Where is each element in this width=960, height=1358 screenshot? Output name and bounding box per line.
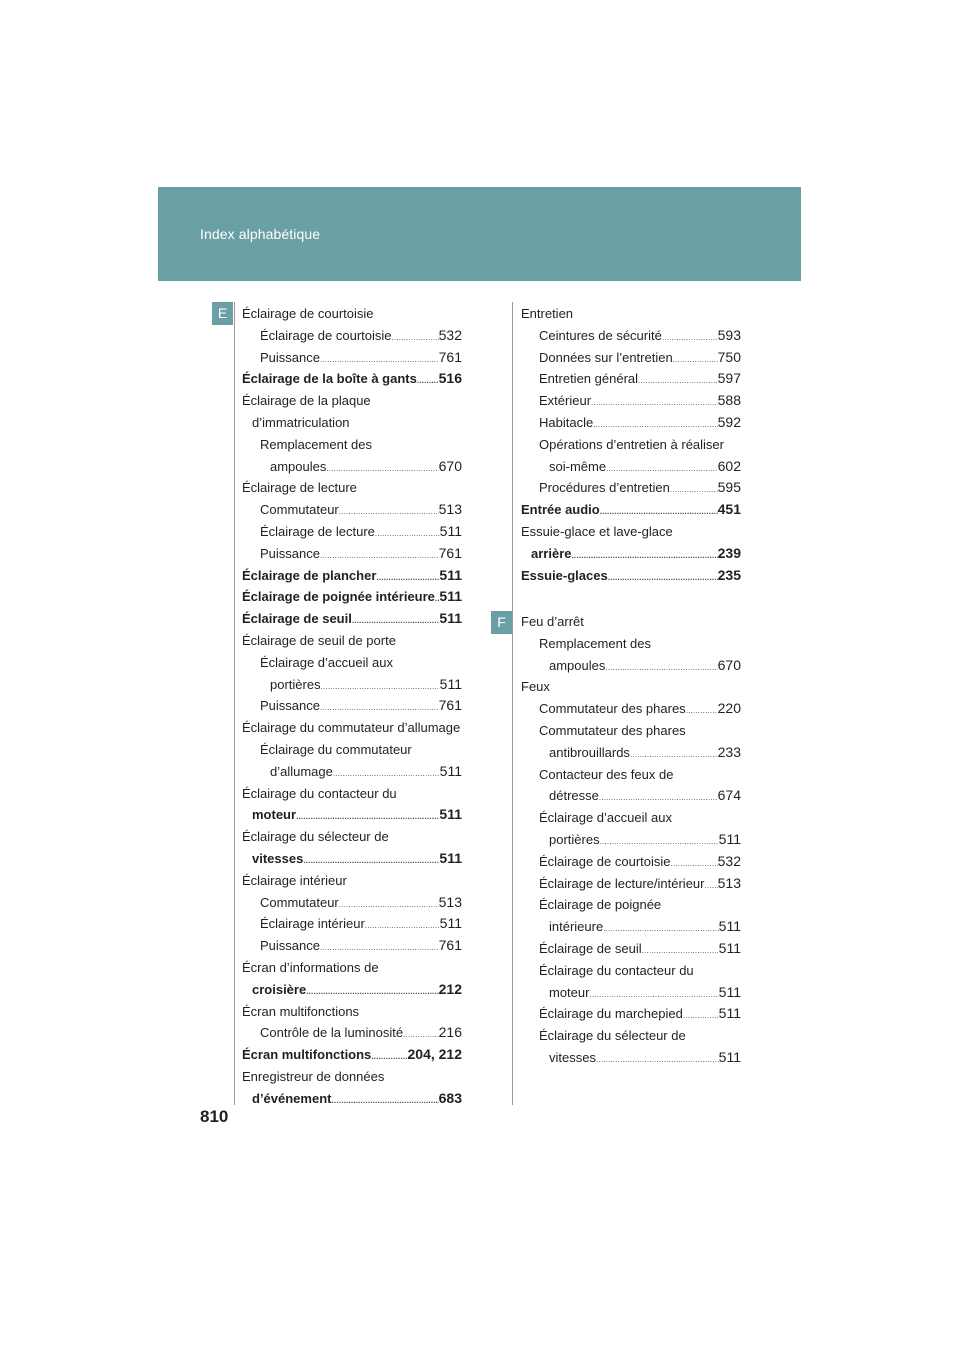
dot-leader [320, 697, 439, 717]
index-entry-term: arrière [531, 545, 572, 561]
index-entry [521, 873, 741, 895]
dot-leader [600, 501, 718, 521]
index-entry [521, 785, 741, 807]
index-entry-term: Éclairage de courtoisie [539, 853, 671, 869]
index-entry [242, 783, 462, 805]
index-entry [242, 1044, 462, 1066]
index-entry [521, 611, 741, 633]
dot-leader [296, 806, 439, 826]
page-number: 810 [200, 1107, 229, 1126]
index-entry-term: Remplacement des [539, 635, 651, 651]
index-entry-page: 588 [717, 392, 741, 409]
index-entry [242, 652, 462, 674]
index-entry [521, 807, 741, 829]
index-entry [242, 979, 462, 1001]
dot-leader [683, 1005, 719, 1025]
index-entry-term: Feux [521, 679, 550, 695]
index-entry [242, 477, 462, 499]
index-entry [521, 1025, 741, 1047]
dot-leader [671, 853, 718, 873]
index-entry-page: 683 [438, 1089, 462, 1106]
index-entry-term: Ceintures de sécurité [539, 327, 662, 343]
index-entry [521, 960, 741, 982]
index-entry [242, 1022, 462, 1044]
index-entry-term: d’allumage [270, 763, 333, 779]
index-entry-page: 511 [439, 610, 462, 627]
index-entry-page: 220 [717, 700, 741, 717]
index-entry [242, 499, 462, 521]
dot-leader [638, 370, 718, 390]
section-tab-e: E [212, 302, 233, 325]
index-entry-term: Éclairage de poignée [539, 897, 662, 913]
index-entry-term: Éclairage de lecture/intérieur [539, 875, 705, 891]
dot-leader [403, 1024, 439, 1044]
dot-leader [339, 501, 439, 521]
index-entry [521, 1047, 741, 1069]
index-entry-page: 239 [717, 544, 741, 561]
index-entry [521, 676, 741, 698]
dot-leader [630, 744, 718, 764]
index-entry-page: 511 [718, 1048, 741, 1065]
index-entry [521, 325, 741, 347]
dot-leader [331, 1090, 438, 1110]
index-entry-term: détresse [549, 788, 599, 804]
index-entry-term: Éclairage intérieur [242, 872, 347, 888]
index-entry-term: Éclairage intérieur [260, 916, 365, 932]
dot-leader [662, 327, 718, 347]
dot-leader [589, 984, 718, 1004]
index-entry-page: 513 [438, 893, 462, 910]
index-entry-page: 761 [438, 697, 462, 714]
index-entry-term: Éclairage de la plaque [242, 393, 371, 409]
index-entry-page: 532 [438, 326, 462, 343]
index-entry [242, 325, 462, 347]
dot-leader [591, 392, 718, 412]
index-entry-term: Entretien [521, 306, 574, 321]
index-entry-page: 212 [438, 980, 462, 997]
index-entry-page: 233 [717, 743, 741, 760]
dot-leader [392, 327, 439, 347]
index-entry-term: Feu d’arrêt [521, 614, 584, 629]
index-entry [242, 913, 462, 935]
index-entry [242, 565, 462, 587]
dot-leader [686, 700, 718, 720]
dot-leader [365, 915, 440, 935]
index-entry [242, 1066, 462, 1088]
dot-leader [704, 875, 717, 895]
index-entry-term: Habitacle [539, 414, 594, 430]
index-entry [242, 1001, 462, 1023]
index-entry-term: Éclairage de plancher [242, 567, 377, 583]
index-entry-term: Opérations d’entretien à réaliser [539, 436, 724, 452]
dot-leader [606, 458, 718, 478]
dot-leader [306, 981, 438, 1001]
index-entry-term: Commutateur des phares [539, 722, 686, 738]
index-entry-page: 761 [438, 348, 462, 365]
index-entry [242, 390, 462, 412]
index-entry-page: 513 [438, 501, 462, 518]
index-entry-term: Éclairage de seuil de porte [242, 632, 396, 648]
index-entry-term: Commutateur des phares [539, 701, 686, 717]
index-entry [521, 1003, 741, 1025]
index-entry-term: Essuie-glace et lave-glace [521, 523, 673, 539]
index-entry-term: Éclairage du sélecteur de [242, 829, 389, 845]
index-entry-term: Éclairage de lecture [260, 523, 375, 539]
index-entry-term: Contacteur des feux de [539, 766, 674, 782]
index-column-right-e [521, 303, 741, 586]
dot-leader [642, 940, 719, 960]
index-entry [242, 608, 462, 630]
index-entry-term: Éclairage du marchepied [539, 1006, 683, 1022]
index-entry-term: Éclairage du contacteur du [539, 962, 694, 978]
index-entry-page: 511 [439, 806, 462, 823]
dot-leader [596, 1049, 719, 1069]
index-entry-term: moteur [252, 807, 297, 823]
index-entry [521, 390, 741, 412]
index-entry-term: Éclairage de la boîte à gants [242, 371, 417, 387]
index-entry [521, 982, 741, 1004]
index-entry-term: Éclairage de lecture [242, 480, 357, 496]
index-entry [521, 938, 741, 960]
index-entry-page: 235 [717, 566, 741, 583]
index-entry-term: Entretien général [539, 371, 639, 387]
index-entry-term: Essuie-glaces [521, 567, 608, 583]
index-entry-page: 511 [439, 588, 462, 605]
dot-leader [673, 349, 718, 369]
index-entry [242, 456, 462, 478]
index-entry-term: soi-même [549, 458, 607, 474]
index-entry-page: 511 [718, 1005, 741, 1022]
index-entry-page: 511 [439, 915, 462, 932]
index-entry-page: 511 [439, 675, 462, 692]
dot-leader [321, 676, 440, 696]
index-entry [242, 870, 462, 892]
index-entry-term: Éclairage du contacteur du [242, 785, 397, 801]
index-entry-page: 595 [717, 479, 741, 496]
index-entry-term: Procédures d’entretien [539, 480, 670, 496]
index-entry-term: croisière [252, 981, 307, 997]
index-entry-term: Écran multifonctions [242, 1047, 372, 1063]
index-entry [521, 543, 741, 565]
index-entry-term: Données sur l’entretien [539, 349, 673, 365]
dot-leader [320, 349, 439, 369]
index-entry [521, 499, 741, 521]
index-entry [242, 717, 462, 739]
index-entry-page: 511 [439, 849, 462, 866]
index-entry-page: 511 [439, 522, 462, 539]
dot-leader [608, 567, 718, 587]
index-entry [242, 347, 462, 369]
index-entry-term: d’événement [252, 1090, 332, 1106]
index-entry-page: 513 [717, 874, 741, 891]
dot-leader [352, 610, 440, 630]
index-entry-term: antibrouillards [549, 744, 630, 760]
dot-leader [371, 1046, 407, 1066]
dot-leader [326, 458, 438, 478]
index-entry-term: Puissance [260, 698, 320, 714]
index-entry-term: Éclairage d’accueil aux [260, 654, 393, 670]
dot-leader [375, 523, 440, 543]
dot-leader [333, 763, 440, 783]
index-entry [521, 521, 741, 543]
index-entry [242, 412, 462, 434]
dot-leader [593, 414, 717, 434]
index-entry-page: 511 [718, 983, 741, 1000]
index-entry [521, 477, 741, 499]
dot-leader [670, 479, 718, 499]
index-entry-term: d’immatriculation [252, 414, 350, 430]
index-entry-page: 204, 212 [407, 1046, 462, 1063]
index-entry [521, 347, 741, 369]
dot-leader [599, 787, 718, 807]
index-entry-term: vitesses [549, 1049, 596, 1065]
index-entry-term: Commutateur [260, 894, 339, 910]
index-entry [242, 739, 462, 761]
index-entry-page: 516 [438, 370, 462, 387]
index-entry [521, 434, 741, 456]
index-entry-term: Éclairage de courtoisie [242, 306, 374, 321]
section-tab-f: F [491, 611, 512, 634]
index-entry-page: 511 [439, 762, 462, 779]
index-entry [521, 565, 741, 587]
dot-leader [417, 370, 439, 390]
index-entry-page: 592 [717, 413, 741, 430]
index-entry-page: 597 [717, 370, 741, 387]
index-entry [242, 674, 462, 696]
dot-leader [600, 831, 719, 851]
index-entry-page: 532 [717, 852, 741, 869]
index-entry [521, 851, 741, 873]
index-entry [242, 1088, 462, 1110]
index-entry [242, 761, 462, 783]
index-entry-page: 670 [717, 656, 741, 673]
dot-leader [376, 567, 439, 587]
index-entry-term: Éclairage de seuil [242, 611, 352, 627]
index-entry [521, 829, 741, 851]
index-entry [242, 957, 462, 979]
index-entry-term: Éclairage du sélecteur de [539, 1028, 686, 1044]
index-entry-term: Écran multifonctions [242, 1003, 360, 1019]
index-entry-term: Extérieur [539, 393, 592, 409]
index-entry-page: 761 [438, 937, 462, 954]
index-entry-page: 761 [438, 544, 462, 561]
dot-leader [320, 545, 439, 565]
index-entry-term: vitesses [252, 850, 304, 866]
page-header-title: Index alphabétique [200, 226, 321, 242]
index-entry [242, 848, 462, 870]
column-divider-left [234, 302, 235, 1105]
index-entry [521, 368, 741, 390]
index-entry-term: Éclairage de seuil [539, 940, 642, 956]
index-entry-page: 674 [717, 787, 741, 804]
index-entry-term: Remplacement des [260, 436, 372, 452]
index-entry [242, 434, 462, 456]
index-entry [242, 521, 462, 543]
index-column-left [242, 303, 462, 1109]
index-entry [521, 894, 741, 916]
index-entry [242, 368, 462, 390]
index-entry-term: portières [549, 831, 600, 847]
index-entry [521, 720, 741, 742]
index-entry [242, 826, 462, 848]
index-entry-term: Éclairage de poignée intérieure [242, 589, 435, 605]
index-entry-page: 670 [438, 457, 462, 474]
index-entry-term: portières [270, 676, 321, 692]
index-entry [242, 303, 462, 325]
index-entry [242, 586, 462, 608]
index-entry [521, 633, 741, 655]
index-entry-term: intérieure [549, 919, 604, 935]
index-entry [521, 412, 741, 434]
index-entry-page: 750 [717, 348, 741, 365]
index-entry-term: Éclairage du commutateur [260, 741, 412, 757]
index-entry [242, 804, 462, 826]
dot-leader [571, 545, 717, 565]
index-entry-term: Puissance [260, 938, 320, 954]
index-entry-term: ampoules [270, 458, 327, 474]
index-entry [521, 456, 741, 478]
index-entry-page: 451 [717, 501, 741, 518]
index-entry-term: Contrôle de la luminosité [260, 1025, 404, 1041]
index-entry-term: moteur [549, 984, 590, 1000]
index-entry-page: 511 [439, 566, 462, 583]
index-entry [521, 698, 741, 720]
index-entry-term: ampoules [549, 657, 606, 673]
index-entry-page: 216 [438, 1024, 462, 1041]
index-entry [521, 916, 741, 938]
index-entry-term: Puissance [260, 545, 320, 561]
index-entry-term: Enregistreur de données [242, 1068, 385, 1084]
column-divider-right [512, 302, 513, 1105]
index-entry-page: 593 [717, 326, 741, 343]
index-entry-page: 511 [718, 918, 741, 935]
index-entry-term: Éclairage d’accueil aux [539, 810, 672, 826]
index-entry [242, 630, 462, 652]
index-entry-page: 511 [718, 830, 741, 847]
index-entry-page: 602 [717, 457, 741, 474]
index-entry [242, 543, 462, 565]
index-entry [242, 892, 462, 914]
index-entry-page: 511 [718, 939, 741, 956]
index-entry [242, 935, 462, 957]
index-entry [242, 695, 462, 717]
index-entry-term: Puissance [260, 349, 320, 365]
dot-leader [339, 894, 439, 914]
dot-leader [320, 937, 439, 957]
index-entry-term: Éclairage de courtoisie [260, 327, 392, 343]
dot-leader [303, 850, 439, 870]
dot-leader [603, 918, 718, 938]
index-entry-term: Commutateur [260, 502, 339, 518]
index-entry-term: Entrée audio [521, 502, 600, 518]
index-entry [521, 655, 741, 677]
index-column-right-f [521, 611, 741, 1069]
index-entry-term: Éclairage du commutateur d’allumage [242, 720, 461, 736]
dot-leader [605, 657, 717, 677]
index-entry [521, 764, 741, 786]
index-entry [521, 303, 741, 325]
index-entry-term: Écran d’informations de [242, 959, 379, 975]
index-entry [521, 742, 741, 764]
